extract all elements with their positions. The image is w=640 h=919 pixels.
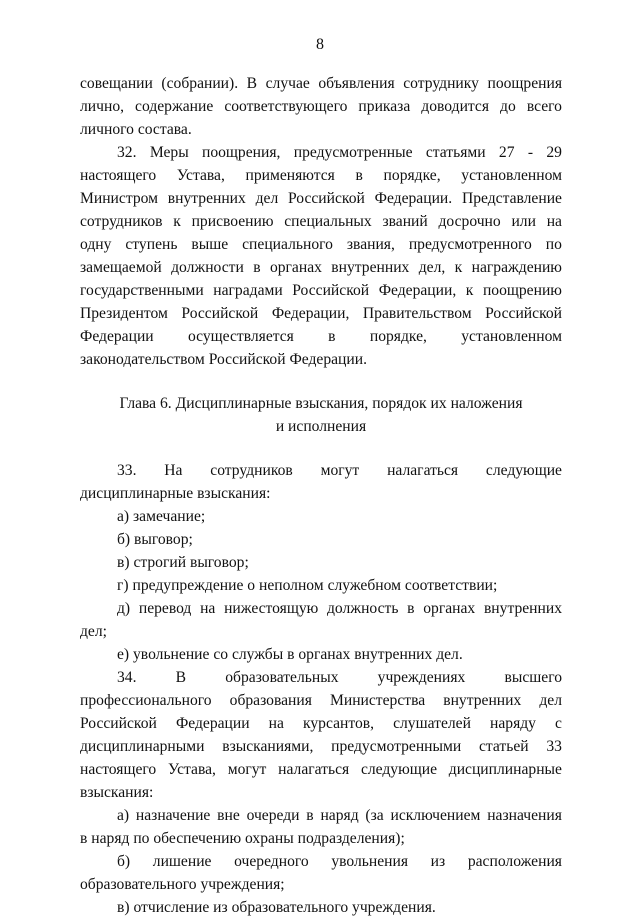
word: Меры [149,144,189,161]
word: Федерации [175,715,250,732]
text-line: взыскания: [80,784,154,801]
text-line [80,187,562,210]
word: с [555,715,562,732]
word: награждению [471,259,562,276]
text-line [80,302,562,325]
word: учреждениях [377,669,466,686]
word: 32. [117,144,137,161]
text-line [80,72,562,95]
text-line [80,279,562,302]
word: Правительством [362,305,472,322]
word: порядке, [369,328,427,345]
word: б) [117,853,131,870]
word: (собрании). [161,75,239,92]
word: присвоению [191,213,274,230]
word: лично, [80,98,125,115]
word: 34. [117,669,137,686]
word: внутренних [331,259,410,276]
word: вне [217,807,240,824]
word: внутренних [443,692,522,709]
text-line: в наряд по обеспечению охраны подразделения); [80,830,405,847]
word: перевод [138,600,192,617]
chapter-heading [80,392,562,438]
word: званий [382,213,428,230]
word: слушателей [393,715,471,732]
text-line: законодательством Российской Федерации. [80,351,367,368]
word: могут [227,761,267,778]
text-line [80,735,562,758]
word: специальных [284,213,372,230]
text-line: образовательного учреждения; [80,876,285,893]
word: дел, [418,259,446,276]
word: 27 [498,144,515,161]
word: статьей [478,738,529,755]
word: Российской [181,305,259,322]
word: взысканиями, [222,738,314,755]
word: а) [117,807,130,824]
paragraphs-bottom [80,459,562,919]
word: следующие [360,761,438,778]
word: налагаться [387,462,459,479]
word: очереди [246,807,300,824]
chapter-heading-line-2: и исполнения [275,418,367,435]
text-line [80,712,562,735]
word: звания, [346,236,395,253]
word: профессионального [80,692,212,709]
word: сотрудников [210,462,293,479]
body-text [80,72,562,919]
word: в [306,807,314,824]
word: или [511,213,536,230]
text-line [80,164,562,187]
word: дел [539,692,562,709]
word: соответствующего [224,98,348,115]
word: 33 [546,738,562,755]
word: порядке, [383,167,441,184]
word: Министерства [329,692,426,709]
word: лишение [152,853,212,870]
word: Российской [80,715,157,732]
word: Устава, [167,761,216,778]
word: Российской [292,282,370,299]
word: наряд [320,807,359,824]
word: курсантов, [303,715,375,732]
word: назначения [487,807,562,824]
word: внутренних [483,600,562,617]
text-line [80,689,562,712]
text-line: дисциплинарные взыскания: [80,485,271,502]
word: замещаемой [80,259,162,276]
word: на [546,213,562,230]
word: одну [80,236,112,253]
word: должность [327,600,399,617]
word: по [545,236,562,253]
word: приказа [358,98,411,115]
word: специального [242,236,333,253]
word: дел [255,190,279,207]
word: доводится [421,98,490,115]
chapter-heading-line-1: Глава 6. Дисциплинарные взыскания, порядок их наложения [119,395,523,412]
word: Устава, [176,167,225,184]
word: на [200,600,216,617]
word: статьями [425,144,486,161]
word: 33. [117,462,137,479]
text-line [80,804,562,827]
word: Федерации [80,328,154,345]
word: ступень [125,236,178,253]
word: государственными [80,282,204,299]
text-line [80,95,562,118]
word: Министром [80,190,158,207]
word: налагаться [278,761,350,778]
word: совещании [80,75,153,92]
word: сотруднику [403,75,479,92]
text-line: а) замечание; [117,508,206,525]
word: поощрения [487,75,562,92]
text-line [80,256,562,279]
word: установленном [461,328,562,345]
text-line [80,141,562,164]
text-line [80,325,562,348]
word: органах [269,259,322,276]
text-line: в) строгий выговор; [117,554,249,571]
word: в [355,167,363,184]
word: к [173,213,181,230]
word: внутренних [167,190,246,207]
word: досрочно [438,213,501,230]
page-number: 8 [316,36,324,53]
word: установленном [461,167,562,184]
word: образовательных [225,669,339,686]
word: исключением [390,807,481,824]
word: в [253,259,261,276]
spacer [80,371,562,392]
word: в [328,328,336,345]
text-line: в) отчисление из образовательного учреждения. [117,899,436,916]
word: назначение [135,807,211,824]
word: случае [265,75,310,92]
word: органах [423,600,476,617]
word: применяются [245,167,335,184]
word: На [164,462,183,479]
word: дисциплинарные [448,761,562,778]
word: высшего [504,669,562,686]
text-line: личного состава. [80,121,192,138]
word: могут [320,462,360,479]
text-line [80,850,562,873]
text-line [80,459,562,482]
word: предусмотренными [331,738,462,755]
word: Федерации, [378,282,457,299]
word: всего [526,98,562,115]
word: объявления [318,75,395,92]
word: настоящего [80,761,157,778]
word: поощрения, [201,144,281,161]
text-line [80,666,562,689]
word: - [527,144,534,161]
spacer [80,438,562,459]
text-line [80,597,562,620]
word: предусмотренные [293,144,413,161]
word: до [500,98,516,115]
text-line [80,758,562,781]
word: Российской [485,305,562,322]
text-line: дел; [80,623,107,640]
text-line [80,210,562,233]
word: к [465,282,474,299]
word: содержание [135,98,214,115]
word: дисциплинарными [80,738,205,755]
word: Федерации, [271,305,350,322]
word: осуществляется [187,328,294,345]
text-line: е) увольнение со службы в органах внутренних дел. [117,646,463,663]
word: на [268,715,284,732]
word: Представление [461,190,562,207]
word: должности [171,259,244,276]
word: 29 [546,144,562,161]
word: расположения [467,853,562,870]
word: д) [117,600,131,617]
word: наградами [213,282,283,299]
word: В [246,75,258,92]
word: в [407,600,415,617]
word: Российской [288,190,365,207]
word: Федерации. [374,190,453,207]
word: из [430,853,446,870]
word: сотрудников [80,213,163,230]
word: выше [191,236,229,253]
word: Президентом [80,305,168,322]
word: предусмотренного [408,236,532,253]
text-line: б) выговор; [117,531,193,548]
word: настоящего [80,167,157,184]
word: к [454,259,463,276]
text-line [80,233,562,256]
word: В [175,669,187,686]
word: следующие [485,462,562,479]
paragraphs-top [80,72,562,371]
text-line: г) предупреждение о неполном служебном соответствии; [117,577,498,594]
word: наряду [490,715,536,732]
word: увольнения [331,853,409,870]
word: поощрению [482,282,562,299]
word: образования [229,692,312,709]
word: очередного [234,853,309,870]
word: нижестоящую [224,600,319,617]
word: (за [365,807,384,824]
